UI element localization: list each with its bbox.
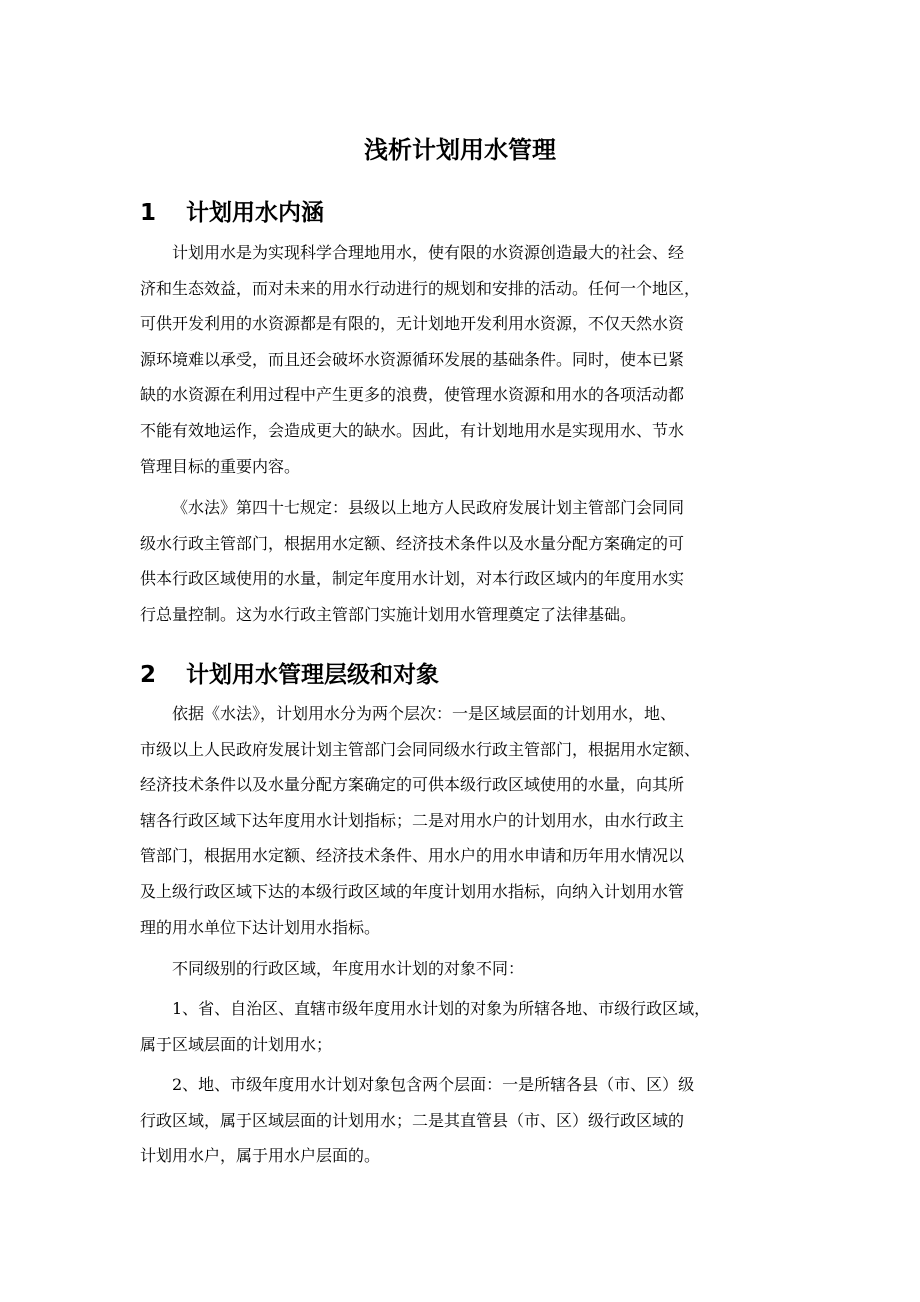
text-line: 属于区域层面的计划用水； bbox=[140, 1034, 333, 1054]
text-line: 计划用水是为实现科学合理地用水，使有限的水资源创造最大的社会、经 bbox=[172, 243, 685, 262]
text-line: 行政区域，属于区域层面的计划用水；二是其直管县（市、区）级行政区域的 bbox=[140, 1110, 685, 1130]
text-line: 1、省、自治区、直辖市级年度用水计划的对象为所辖各地、市级行政区域， bbox=[172, 999, 711, 1018]
text-line: 管理目标的重要内容。 bbox=[140, 456, 301, 476]
text-line: 源环境难以承受，而且还会破坏水资源循环发展的基础条件。同时，使本已紧 bbox=[140, 349, 685, 369]
text-line: 济和生态效益，而对未来的用水行动进行的规划和安排的活动。任何一个地区， bbox=[140, 278, 701, 298]
section-2-paragraph-4 bbox=[140, 1067, 790, 1174]
section-2-heading bbox=[140, 658, 439, 692]
text-line: 不能有效地运作，会造成更大的缺水。因此，有计划地用水是实现用水、节水 bbox=[140, 420, 685, 440]
text-line: 不同级别的行政区域，年度用水计划的对象不同： bbox=[172, 959, 525, 978]
text-line: 及上级行政区域下达的本级行政区域的年度计划用水指标，向纳入计划用水管 bbox=[140, 881, 685, 901]
text-line: 市级以上人民政府发展计划主管部门会同同级水行政主管部门，根据用水定额、 bbox=[140, 739, 701, 759]
text-line: 行总量控制。这为水行政主管部门实施计划用水管理奠定了法律基础。 bbox=[140, 604, 637, 624]
text-line: 缺的水资源在利用过程中产生更多的浪费，使管理水资源和用水的各项活动都 bbox=[140, 385, 685, 405]
text-line: 辖各行政区域下达年度用水计划指标；二是对用水户的计划用水，由水行政主 bbox=[140, 810, 685, 830]
text-line: 供本行政区域使用的水量，制定年度用水计划，对本行政区域内的年度用水实 bbox=[140, 569, 685, 589]
text-line: 依据《水法》，计划用水分为两个层次：一是区域层面的计划用水，地、 bbox=[172, 704, 677, 723]
text-line: 计划用水户，属于用水户层面的。 bbox=[140, 1146, 381, 1166]
section-2-title: 计划用水管理层级和对象 bbox=[186, 662, 439, 688]
section-2-paragraph-1 bbox=[140, 696, 790, 945]
section-1-heading bbox=[140, 196, 324, 230]
section-1-number: 1 bbox=[140, 200, 157, 226]
section-1-paragraph-2 bbox=[140, 490, 790, 632]
section-2-paragraph-2 bbox=[140, 951, 790, 987]
section-1-paragraph-1 bbox=[140, 235, 790, 484]
text-line: 理的用水单位下达计划用水指标。 bbox=[140, 917, 381, 937]
text-line: 《水法》第四十七规定：县级以上地方人民政府发展计划主管部门会同同 bbox=[172, 498, 685, 517]
section-2-number: 2 bbox=[140, 662, 157, 688]
document-title: 浅析计划用水管理 bbox=[364, 136, 556, 164]
text-line: 2、地、市级年度用水计划对象包含两个层面：一是所辖各县（市、区）级 bbox=[172, 1075, 695, 1094]
text-line: 经济技术条件以及水量分配方案确定的可供本级行政区域使用的水量，向其所 bbox=[140, 775, 685, 795]
section-1-title: 计划用水内涵 bbox=[186, 200, 324, 226]
section-2-paragraph-3 bbox=[140, 991, 790, 1062]
text-line: 可供开发利用的水资源都是有限的，无计划地开发利用水资源，不仅天然水资 bbox=[140, 314, 685, 334]
text-line: 管部门，根据用水定额、经济技术条件、用水户的用水申请和历年用水情况以 bbox=[140, 846, 685, 866]
text-line: 级水行政主管部门，根据用水定额、经济技术条件以及水量分配方案确定的可 bbox=[140, 533, 685, 553]
